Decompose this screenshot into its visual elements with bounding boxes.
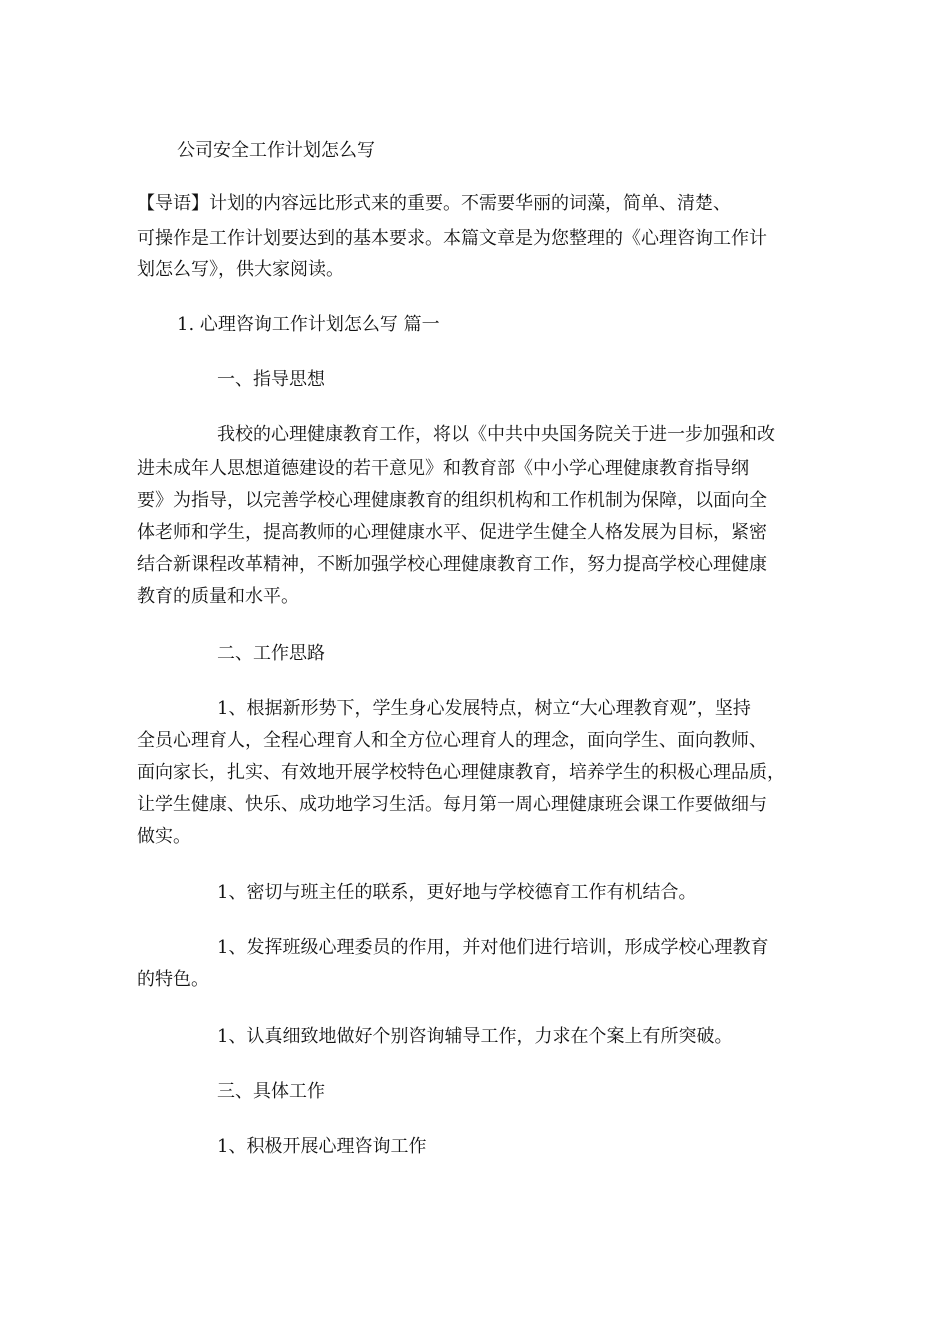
heading-guiding-thought: 一、指导思想 — [217, 369, 325, 390]
para2-line-5: 做实。 — [137, 826, 191, 847]
para1-line-6: 教育的质量和水平。 — [137, 586, 299, 607]
para1-line-2: 进未成年人思想道德建设的若干意见》和教育部《中小学心理健康教育指导纲 — [137, 458, 749, 479]
para2-line-3: 面向家长，扎实、有效地开展学校特色心理健康教育，培养学生的积极心理品质， — [137, 762, 785, 783]
heading-specific-work: 三、具体工作 — [217, 1081, 325, 1102]
para1-line-5: 结合新课程改革精神，不断加强学校心理健康教育工作，努力提高学校心理健康 — [137, 554, 767, 575]
para2-line-4: 让学生健康、快乐、成功地学习生活。每月第一周心理健康班会课工作要做细与 — [137, 794, 767, 815]
para4-line-1: 1、发挥班级心理委员的作用，并对他们进行培训，形成学校心理教育 — [217, 937, 769, 958]
para4-line-2: 的特色。 — [137, 969, 209, 990]
para1-line-1: 我校的心理健康教育工作，将以《中共中央国务院关于进一步加强和改 — [217, 424, 775, 445]
intro-line-2: 可操作是工作计划要达到的基本要求。本篇文章是为您整理的《心理咨询工作计 — [137, 228, 767, 249]
para2-line-1: 1、根据新形势下，学生身心发展特点，树立“大心理教育观”，坚持 — [217, 698, 751, 719]
para1-line-3: 要》为指导，以完善学校心理健康教育的组织机构和工作机制为保障，以面向全 — [137, 490, 767, 511]
document-title: 公司安全工作计划怎么写 — [177, 140, 375, 161]
para3: 1、密切与班主任的联系，更好地与学校德育工作有机结合。 — [217, 882, 697, 903]
para6: 1、积极开展心理咨询工作 — [217, 1136, 427, 1157]
section-title: 1. 心理咨询工作计划怎么写 篇一 — [177, 314, 440, 335]
heading-work-ideas: 二、工作思路 — [217, 643, 325, 664]
para5: 1、认真细致地做好个别咨询辅导工作，力求在个案上有所突破。 — [217, 1026, 733, 1047]
intro-line-1: 【导语】计划的内容远比形式来的重要。不需要华丽的词藻，简单、清楚、 — [137, 193, 731, 214]
para1-line-4: 体老师和学生，提高教师的心理健康水平、促进学生健全人格发展为目标，紧密 — [137, 522, 767, 543]
para2-line-2: 全员心理育人，全程心理育人和全方位心理育人的理念，面向学生、面向教师、 — [137, 730, 767, 751]
intro-line-3: 划怎么写》，供大家阅读。 — [137, 259, 344, 280]
